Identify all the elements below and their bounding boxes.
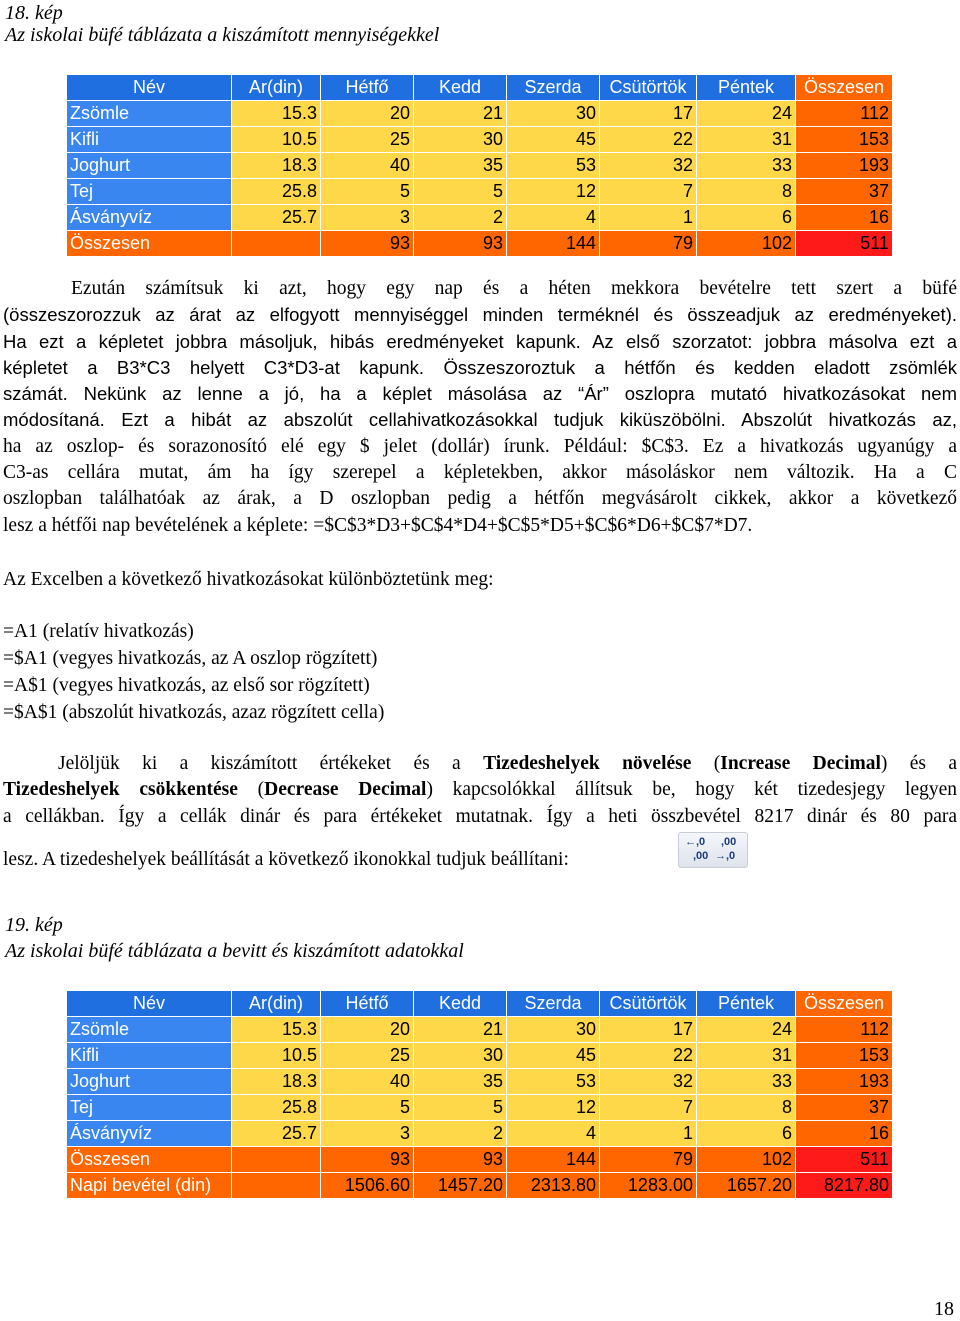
table-cell: 5 bbox=[414, 179, 507, 205]
table-cell: 33 bbox=[697, 1069, 796, 1095]
reference-mixed-column: =$A1 (vegyes hivatkozás, az A oszlop rögzített) bbox=[3, 648, 378, 669]
paragraph-line: lesz a hétfői nap bevételének a képlete: =$C$3*D3+$C$4*D4+$C$5*D5+$C$6*D6+$C$7*D7. bbox=[3, 514, 753, 536]
table-cell: 31 bbox=[697, 1043, 796, 1069]
table-cell: 30 bbox=[414, 127, 507, 153]
table-cell: 5 bbox=[414, 1095, 507, 1121]
table-cell: 5 bbox=[321, 179, 414, 205]
table-cell: 12 bbox=[507, 179, 600, 205]
header-cell: Csütörtök bbox=[600, 991, 697, 1017]
table-cell: 12 bbox=[507, 1095, 600, 1121]
row-total-cell: 153 bbox=[796, 1043, 893, 1069]
product-name-cell: Zsömle bbox=[67, 101, 232, 127]
table-cell: 32 bbox=[600, 1069, 697, 1095]
header-cell: Kedd bbox=[414, 991, 507, 1017]
table-cell: 1506.60 bbox=[321, 1173, 414, 1199]
grand-total-cell: 511 bbox=[796, 1147, 893, 1173]
product-name-cell: Ásványvíz bbox=[67, 205, 232, 231]
table-cell: 18.3 bbox=[232, 153, 321, 179]
header-cell: Csütörtök bbox=[600, 75, 697, 101]
figure-number-19: 19. kép bbox=[5, 914, 63, 936]
row-total-cell: 112 bbox=[796, 1017, 893, 1043]
table-cell: 21 bbox=[414, 101, 507, 127]
table-row bbox=[67, 153, 893, 179]
table-cell: 4 bbox=[507, 205, 600, 231]
table-cell: 35 bbox=[414, 1069, 507, 1095]
text-run: ,00 bbox=[693, 850, 709, 862]
reference-absolute: =$A$1 (abszolút hivatkozás, azaz rögzített cella) bbox=[3, 702, 385, 723]
table-cell: 8 bbox=[697, 1095, 796, 1121]
row-total-cell: 37 bbox=[796, 1095, 893, 1121]
row-total-cell: 16 bbox=[796, 1121, 893, 1147]
table-row bbox=[67, 179, 893, 205]
text-run: ( bbox=[237, 779, 265, 801]
table-cell: 2 bbox=[414, 1121, 507, 1147]
table-cell: 102 bbox=[697, 231, 796, 257]
product-name-cell: Joghurt bbox=[67, 1069, 232, 1095]
table-cell: 1 bbox=[600, 1121, 697, 1147]
references-intro: Az Excelben a következő hivatkozásokat különböztetünk meg: bbox=[3, 569, 494, 590]
decimal-paragraph bbox=[3, 751, 957, 830]
table-cell: 30 bbox=[507, 101, 600, 127]
table-cell: 45 bbox=[507, 127, 600, 153]
paragraph-line: lesz. A tizedeshelyek beállítását a következő ikonokkal tudjuk beállítani: bbox=[3, 849, 569, 870]
header-cell: Ar(din) bbox=[232, 75, 321, 101]
table-cell: 22 bbox=[600, 127, 697, 153]
table-cell: 17 bbox=[600, 101, 697, 127]
header-cell: Szerda bbox=[507, 75, 600, 101]
decrease-decimal-english: Decrease Decimal bbox=[264, 779, 427, 801]
header-cell: Összesen bbox=[796, 75, 893, 101]
header-cell: Név bbox=[67, 991, 232, 1017]
table-cell: 15.3 bbox=[232, 101, 321, 127]
table-cell: 6 bbox=[697, 205, 796, 231]
table-cell bbox=[232, 231, 321, 257]
header-cell: Ar(din) bbox=[232, 991, 321, 1017]
table-row bbox=[67, 1121, 893, 1147]
header-cell: Szerda bbox=[507, 991, 600, 1017]
table-cell: 20 bbox=[321, 101, 414, 127]
paragraph-line: számát. Nekünk az lenne a jó, ha a képlet másolása az “Ár” oszlopra mutató hivatkozásokat nem bbox=[3, 383, 957, 405]
table-cell: 33 bbox=[697, 153, 796, 179]
table-cell: 79 bbox=[600, 1147, 697, 1173]
table-revenue-row bbox=[67, 1173, 893, 1199]
table-cell: 20 bbox=[321, 1017, 414, 1043]
table-cell: 79 bbox=[600, 231, 697, 257]
table-cell: 8 bbox=[697, 179, 796, 205]
table-cell: 4 bbox=[507, 1121, 600, 1147]
table-cell: 22 bbox=[600, 1043, 697, 1069]
weekly-revenue-cell: 8217.80 bbox=[796, 1173, 893, 1199]
total-label-cell: Összesen bbox=[67, 1147, 232, 1173]
header-cell: Hétfő bbox=[321, 991, 414, 1017]
table-row bbox=[67, 1017, 893, 1043]
paragraph-line: a cellákban. Így a cellák dinár és para értékeket mutatnak. Így a heti összbevétel 8217 dinár és 80 para bbox=[3, 805, 957, 827]
table-row bbox=[67, 101, 893, 127]
text-run: ) és a bbox=[880, 753, 957, 774]
product-name-cell: Tej bbox=[67, 1095, 232, 1121]
table-row bbox=[67, 1069, 893, 1095]
table-cell bbox=[232, 1147, 321, 1173]
table-cell: 45 bbox=[507, 1043, 600, 1069]
table-total-row bbox=[67, 1147, 893, 1173]
table-cell: 93 bbox=[321, 231, 414, 257]
header-cell: Péntek bbox=[697, 991, 796, 1017]
table-cell: 21 bbox=[414, 1017, 507, 1043]
table-cell: 7 bbox=[600, 1095, 697, 1121]
product-name-cell: Kifli bbox=[67, 127, 232, 153]
table-total-row bbox=[67, 231, 893, 257]
paragraph-line bbox=[3, 777, 957, 803]
product-name-cell: Tej bbox=[67, 179, 232, 205]
grand-total-cell: 511 bbox=[796, 231, 893, 257]
explanation-paragraph bbox=[3, 276, 957, 539]
header-cell: Hétfő bbox=[321, 75, 414, 101]
table-cell: 53 bbox=[507, 153, 600, 179]
table-cell: 1657.20 bbox=[697, 1173, 796, 1199]
increase-decimal-icon: ←,0 bbox=[685, 836, 706, 848]
table-row bbox=[67, 1095, 893, 1121]
decrease-decimal-icon: ,00 bbox=[721, 836, 737, 848]
table-cell: 17 bbox=[600, 1017, 697, 1043]
table-cell: 24 bbox=[697, 1017, 796, 1043]
table-header-row bbox=[67, 991, 893, 1017]
table-cell: 2313.80 bbox=[507, 1173, 600, 1199]
table-cell: 35 bbox=[414, 153, 507, 179]
table-cell: 24 bbox=[697, 101, 796, 127]
product-name-cell: Joghurt bbox=[67, 153, 232, 179]
table-cell: 53 bbox=[507, 1069, 600, 1095]
table-cell: 10.5 bbox=[232, 1043, 321, 1069]
increase-decrease-decimal-icon bbox=[678, 832, 748, 868]
table-cell: 25.8 bbox=[232, 179, 321, 205]
text-run: →,0 bbox=[715, 850, 736, 862]
row-total-cell: 112 bbox=[796, 101, 893, 127]
text-run: ) kapcsolókkal állítsuk be, hogy két tizedesjegy legyen bbox=[426, 779, 958, 801]
paragraph-line: C3-as cellára mutat, ám ha így szerepel a képletekben, akkor másoláskor nem változik. Ha a C bbox=[3, 462, 957, 484]
reference-mixed-row: =A$1 (vegyes hivatkozás, az első sor rögzített) bbox=[3, 675, 370, 696]
paragraph-line: (összeszorozzuk az árat az elfogyott mennyiséggel minden terméknél és összeadjuk az eredményeket). bbox=[3, 304, 957, 326]
table-cell: 25 bbox=[321, 1043, 414, 1069]
row-total-cell: 193 bbox=[796, 153, 893, 179]
header-cell: Név bbox=[67, 75, 232, 101]
row-total-cell: 193 bbox=[796, 1069, 893, 1095]
figure-number-18: 18. kép bbox=[5, 2, 63, 24]
table-cell: 7 bbox=[600, 179, 697, 205]
table-cell: 25 bbox=[321, 127, 414, 153]
paragraph-line: módosítaná. Ezt a hibát az abszolút cellahivatkozásokkal tudjuk kiküszöbölni. Abszolút hivatkozás az, bbox=[3, 409, 957, 431]
table-row bbox=[67, 1043, 893, 1069]
table-cell: 1457.20 bbox=[414, 1173, 507, 1199]
table-cell bbox=[232, 1173, 321, 1199]
spreadsheet-table-1 bbox=[66, 74, 893, 257]
product-name-cell: Zsömle bbox=[67, 1017, 232, 1043]
table-cell: 32 bbox=[600, 153, 697, 179]
table-cell: 1 bbox=[600, 205, 697, 231]
product-name-cell: Kifli bbox=[67, 1043, 232, 1069]
paragraph-line bbox=[3, 751, 957, 777]
table-cell: 1283.00 bbox=[600, 1173, 697, 1199]
increase-decimal-term: Tizedeshelyek növelése bbox=[483, 753, 692, 774]
text-run: Jelöljük ki a kiszámított értékeket és a bbox=[58, 753, 484, 774]
text-run: ( bbox=[691, 753, 721, 774]
table-row bbox=[67, 127, 893, 153]
revenue-label-cell: Napi bevétel (din) bbox=[67, 1173, 232, 1199]
product-name-cell: Ásványvíz bbox=[67, 1121, 232, 1147]
table-cell: 15.3 bbox=[232, 1017, 321, 1043]
table-cell: 25.7 bbox=[232, 205, 321, 231]
table-cell: 144 bbox=[507, 231, 600, 257]
figure-caption-18: Az iskolai büfé táblázata a kiszámított mennyiségekkel bbox=[5, 24, 440, 46]
table-cell: 6 bbox=[697, 1121, 796, 1147]
paragraph-line: Ha ezt a képletet jobbra másoljuk, hibás eredményeket kapunk. Az első szorzatot: jobbra másolva ezt a bbox=[3, 330, 957, 352]
page-number: 18 bbox=[934, 1298, 954, 1320]
table-cell: 93 bbox=[414, 1147, 507, 1173]
row-total-cell: 37 bbox=[796, 179, 893, 205]
spreadsheet-table-2 bbox=[66, 990, 893, 1199]
table-cell: 102 bbox=[697, 1147, 796, 1173]
row-total-cell: 16 bbox=[796, 205, 893, 231]
decrease-decimal-term: Tizedeshelyek csökkentése bbox=[3, 779, 238, 801]
table-cell: 25.8 bbox=[232, 1095, 321, 1121]
total-label-cell: Összesen bbox=[67, 231, 232, 257]
table-cell: 2 bbox=[414, 205, 507, 231]
row-total-cell: 153 bbox=[796, 127, 893, 153]
paragraph-line: képletet a B3*C3 helyett C3*D3-at kapunk. Összeszoroztuk a hétfőn és kedden eladott zsömlék bbox=[3, 356, 957, 378]
figure-caption-19: Az iskolai büfé táblázata a bevitt és kiszámított adatokkal bbox=[5, 940, 464, 962]
table-cell: 93 bbox=[414, 231, 507, 257]
header-cell: Összesen bbox=[796, 991, 893, 1017]
table-cell: 10.5 bbox=[232, 127, 321, 153]
header-cell: Péntek bbox=[697, 75, 796, 101]
table-cell: 30 bbox=[414, 1043, 507, 1069]
table-cell: 40 bbox=[321, 153, 414, 179]
paragraph-line: oszlopban találhatóak az árak, a D oszlopban pedig a hétfőn megvásárolt cikkek, akkor a következő bbox=[3, 488, 957, 510]
paragraph-line: Ezután számítsuk ki azt, hogy egy nap és a héten mekkora bevételre tett szert a büfé bbox=[71, 278, 957, 299]
table-row bbox=[67, 205, 893, 231]
table-cell: 40 bbox=[321, 1069, 414, 1095]
table-cell: 30 bbox=[507, 1017, 600, 1043]
paragraph-line: ha az oszlop- és sorazonosító elé egy $ jelet (dollár) írunk. Például: $C$3. Ez a hivatkozás ugyanúgy a bbox=[3, 435, 957, 457]
table-cell: 93 bbox=[321, 1147, 414, 1173]
table-cell: 3 bbox=[321, 205, 414, 231]
table-cell: 3 bbox=[321, 1121, 414, 1147]
increase-decimal-english: Increase Decimal bbox=[720, 753, 881, 774]
reference-relative: =A1 (relatív hivatkozás) bbox=[3, 621, 194, 642]
table-cell: 144 bbox=[507, 1147, 600, 1173]
table-header-row bbox=[67, 75, 893, 101]
table-cell: 31 bbox=[697, 127, 796, 153]
table-cell: 25.7 bbox=[232, 1121, 321, 1147]
header-cell: Kedd bbox=[414, 75, 507, 101]
table-cell: 5 bbox=[321, 1095, 414, 1121]
table-cell: 18.3 bbox=[232, 1069, 321, 1095]
